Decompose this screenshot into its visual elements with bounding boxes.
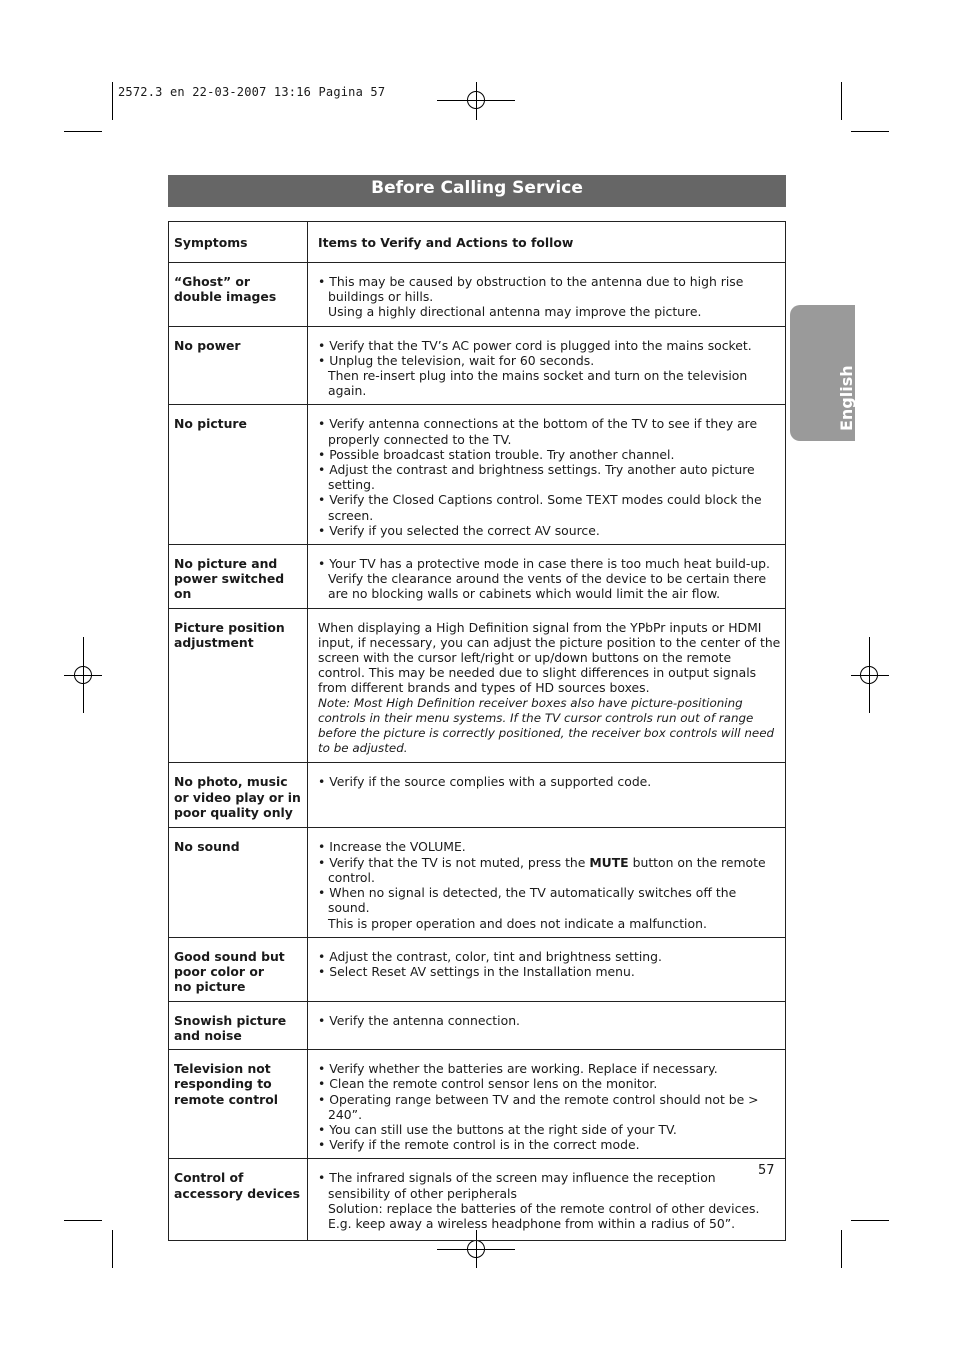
action-continuation: This is proper operation and does not indicate a malfunction.: [328, 915, 707, 931]
symptom-cell: [169, 1001, 308, 1049]
action-note: Note: Most High Definition receiver boxes also have picture-positioning controls in their menu systems. If the TV cursor controls run out of range before the picture is correctly positioned, the receiver box controls will need to be adjusted.: [318, 695, 775, 756]
symptom-cell: [169, 828, 308, 937]
table-row: [169, 326, 786, 405]
symptom-line: Control of: [174, 1170, 244, 1186]
action-bullet: • Increase the VOLUME.: [318, 839, 466, 855]
action-bullet: [318, 855, 781, 885]
action-bullet: • Select Reset AV settings in the Installation menu.: [318, 963, 635, 979]
action-bullet: • Verify if the source complies with a supported code.: [318, 774, 652, 790]
table-row: [169, 1159, 786, 1241]
symptom-line: double images: [174, 289, 277, 305]
symptom-line: No picture and: [174, 556, 278, 572]
symptom-cell: [169, 326, 308, 405]
symptom-cell: [169, 937, 308, 1001]
action-bullet: • Adjust the contrast, color, tint and brightness setting.: [318, 948, 662, 964]
symptom-line: adjustment: [174, 634, 254, 650]
action-bullet: • Verify if you selected the correct AV source.: [318, 522, 600, 538]
mute-key-label: MUTE: [589, 854, 629, 870]
symptom-cell: [169, 405, 308, 545]
symptom-line: Snowish picture: [174, 1012, 287, 1028]
action-bullet: • Verify antenna connections at the bottom of the TV to see if they are properly connected to the TV.: [318, 416, 758, 447]
action-bullet: • Possible broadcast station trouble. Try another channel.: [318, 446, 675, 462]
action-paragraph: When displaying a High Definition signal from the YPbPr inputs or HDMI input, if necessary, you can adjust the picture position to the center of the screen with the cursor left/right or up/down buttons on the remote control. This may be needed due to slight differences in output signals from different brands and types of HD sources boxes.: [318, 619, 781, 696]
action-text: • Verify that the TV is not muted, press the: [318, 854, 590, 870]
symptom-line: No power: [174, 337, 241, 353]
action-bullet: • Verify the antenna connection.: [318, 1012, 520, 1028]
action-bullet: • Operating range between TV and the remote control should not be > 240”.: [318, 1091, 759, 1122]
symptom-line: or video play or in: [174, 789, 301, 805]
action-bullet: • Unplug the television, wait for 60 seconds.: [318, 352, 595, 368]
symptom-line: No sound: [174, 839, 240, 855]
symptom-line: poor quality only: [174, 804, 293, 820]
table-row: [169, 1050, 786, 1159]
symptoms-header: Symptoms: [169, 222, 308, 263]
symptom-cell: [169, 763, 308, 828]
action-bullet: • You can still use the buttons at the right side of your TV.: [318, 1121, 677, 1137]
actions-cell: [308, 405, 786, 545]
actions-cell: [308, 1001, 786, 1049]
table-header-row: [169, 222, 786, 263]
actions-cell: [308, 763, 786, 828]
symptom-line: poor color or: [174, 963, 264, 979]
symptom-cell: [169, 263, 308, 327]
actions-cell: [308, 937, 786, 1001]
symptom-line: No photo, music: [174, 774, 288, 790]
table-row: [169, 937, 786, 1001]
symptom-line: Good sound but: [174, 948, 285, 964]
action-bullet: • Verify that the TV’s AC power cord is plugged into the mains socket.: [318, 337, 752, 353]
manual-label: User Manual: [855, 353, 870, 431]
actions-cell: [308, 828, 786, 937]
action-continuation: E.g. keep away a wireless headphone from within a radius of 50”.: [328, 1215, 736, 1231]
symptom-line: power switched on: [174, 571, 285, 602]
symptom-line: responding to: [174, 1076, 272, 1092]
symptom-line: Picture position: [174, 619, 285, 635]
symptom-cell: [169, 608, 308, 763]
symptom-line: remote control: [174, 1091, 279, 1107]
language-tab: [790, 305, 870, 441]
language-label: English: [837, 365, 856, 431]
actions-header: Items to Verify and Actions to follow: [308, 222, 786, 263]
page-title: Before Calling Service: [168, 175, 786, 207]
symptom-line: Television not: [174, 1061, 271, 1077]
table-row: [169, 263, 786, 327]
action-bullet: • Verify the Closed Captions control. Some TEXT modes could block the screen.: [318, 492, 762, 523]
troubleshooting-table: [168, 221, 786, 1241]
table-row: [169, 608, 786, 763]
table-row: [169, 828, 786, 937]
symptom-line: accessory devices: [174, 1185, 300, 1201]
print-slug: 2572.3 en 22-03-2007 13:16 Pagina 57: [118, 85, 386, 99]
symptom-line: no picture: [174, 979, 246, 995]
symptom-line: and noise: [174, 1027, 242, 1043]
action-bullet: • Clean the remote control sensor lens on the monitor.: [318, 1076, 658, 1092]
action-bullet: • Verify whether the batteries are working. Replace if necessary.: [318, 1061, 718, 1077]
actions-cell: [308, 1159, 786, 1241]
symptom-line: No picture: [174, 416, 247, 432]
actions-cell: [308, 545, 786, 609]
action-bullet: • The infrared signals of the screen may influence the reception sensibility of other peripherals: [318, 1170, 716, 1201]
action-bullet: • Adjust the contrast and brightness settings. Try another auto picture setting.: [318, 462, 755, 493]
action-bullet: • When no signal is detected, the TV automatically switches off the sound.: [318, 885, 737, 916]
action-continuation: Then re-insert plug into the mains socket and turn on the television again.: [328, 368, 748, 399]
page-number: 57: [758, 1163, 775, 1178]
symptom-line: “Ghost” or: [174, 274, 251, 289]
actions-cell: [308, 1050, 786, 1159]
action-bullet: • Verify if the remote control is in the correct mode.: [318, 1137, 640, 1153]
table-row: [169, 405, 786, 545]
actions-cell: [308, 263, 786, 327]
action-bullet: • Your TV has a protective mode in case there is too much heat build-up.: [318, 556, 770, 572]
action-text: button on the remote control.: [328, 854, 766, 885]
actions-cell: [308, 608, 786, 763]
table-row: [169, 545, 786, 609]
action-continuation: Solution: replace the batteries of the remote control of other devices.: [328, 1200, 760, 1216]
table-row: [169, 763, 786, 828]
action-bullet: • This may be caused by obstruction to the antenna due to high rise buildings or hills.: [318, 274, 744, 305]
symptom-cell: [169, 1159, 308, 1241]
action-continuation: Verify the clearance around the vents of the device to be certain there are no blocking walls or cabinets which would limit the air flow.: [328, 571, 767, 602]
symptom-cell: [169, 545, 308, 609]
symptom-cell: [169, 1050, 308, 1159]
action-continuation: Using a highly directional antenna may improve the picture.: [328, 304, 702, 320]
table-row: [169, 1001, 786, 1049]
actions-cell: [308, 326, 786, 405]
